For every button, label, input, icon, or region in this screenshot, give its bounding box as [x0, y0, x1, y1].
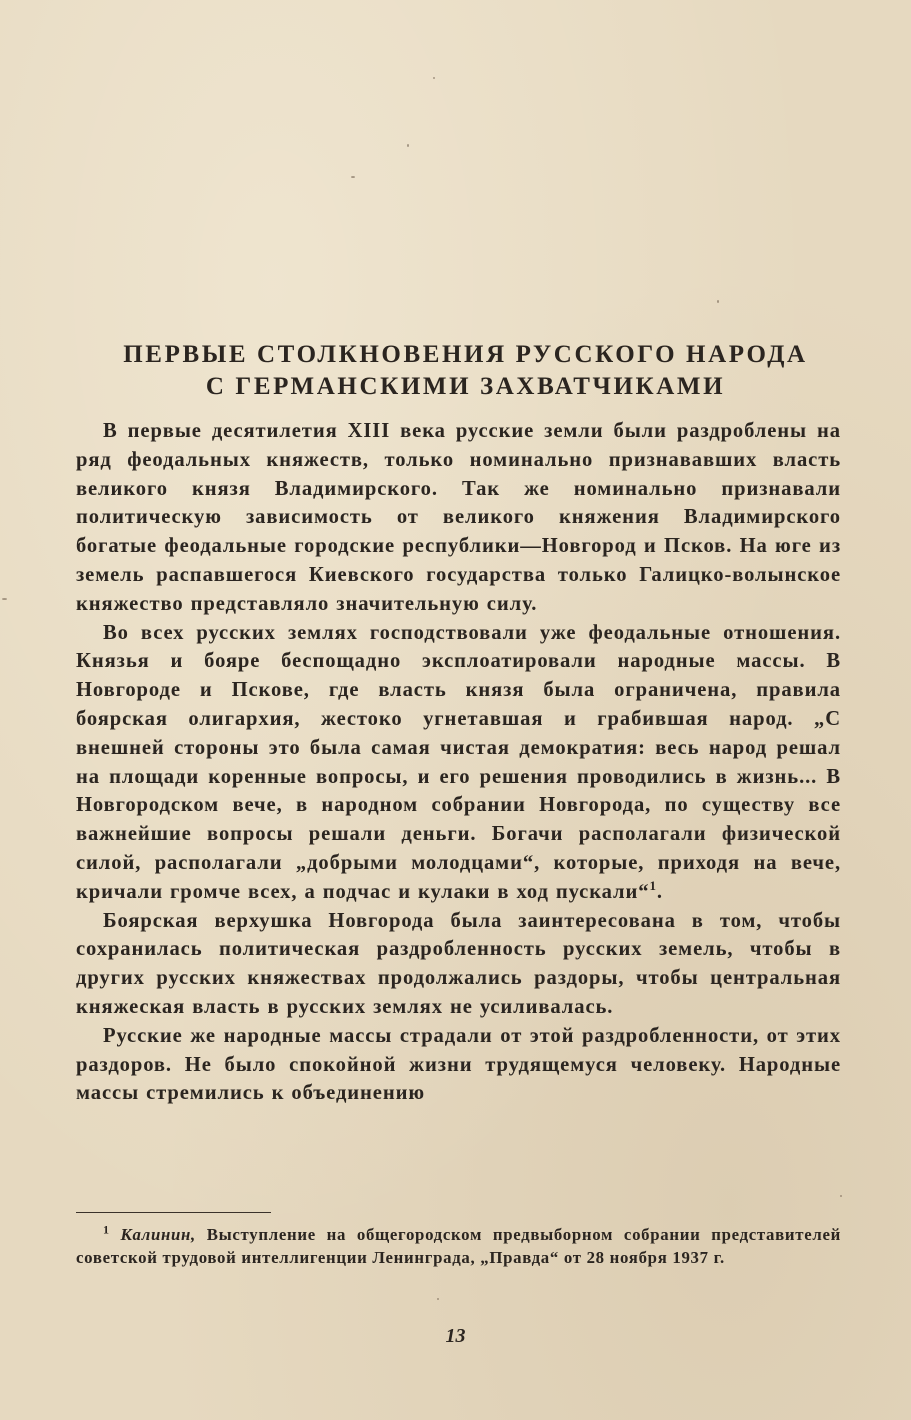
page-number: 13 — [445, 1325, 466, 1347]
footnote-divider — [76, 1212, 271, 1213]
body-text — [76, 417, 841, 1108]
paragraph-2-text: Во всех русских землях господствовали уже феодальные отношения. Князья и бояре беспощадно эксплоатировали народные массы. В Новгороде и Пскове, где власть князя была ограничена, правила боярская олигархия, жестоко угнетавшая и грабившая народ. „С внешней стороны это была самая чистая демократия: весь народ решал на площади коренные вопросы, и его решения проводились в жизнь... В Новгородском вече, в народном собрании Новгорода, по существу все важнейшие вопросы решали деньги. Богачи располагали физической силой, располагали „добрыми молодцами“, которые, приходя на вече, кричали громче всех, а подчас и кулаки в ход пускали“ — [76, 621, 841, 903]
chapter-title-line-2: С ГЕРМАНСКИМИ ЗАХВАТЧИКАМИ — [205, 373, 726, 400]
paragraph-1: В первые десятилетия XIII века русские земли были раздроблены на ряд феодальных княжеств, только номинально признававших власть великого князя Владимирского. Так же номинально признавали политическую зависимость от великого княжения Владимирского богатые феодальные городские республики—Новгород и Псков. На юге из земель распавшегося Киевского государства только Галицко-волынское княжество представляло значительную силу. — [76, 420, 841, 615]
footnote-text: Выступление на общегородском предвыборном собрании представителей советской трудовой интеллигенции Ленинграда, „Правда“ от 28 ноября 1937 г. — [76, 1225, 841, 1267]
paragraph-3: Боярская верхушка Новгорода была заинтересована в том, чтобы сохранилась политическая раздробленность русских земель, чтобы в других русских княжествах продолжались раздоры, чтобы центральная княжеская власть в русских землях не усиливалась. — [76, 909, 841, 1018]
footnote — [76, 1223, 841, 1269]
footnote-reference: 1 — [649, 877, 657, 893]
footnote-mark: 1 — [103, 1222, 110, 1237]
chapter-title-line-1: ПЕРВЫЕ СТОЛКНОВЕНИЯ РУССКОГО НАРОДА — [123, 341, 808, 368]
footnote-author: Калинин, — [120, 1225, 196, 1244]
paragraph-2: Во всех русских землях господствовали уже феодальные отношения. Князья и бояре беспощадно эксплоатировали народные массы. В Новгороде и Пскове, где власть князя была ограничена, правила боярская олигархия, жестоко угнетавшая и грабившая народ. „С внешней стороны это была самая чистая демократия: весь народ решал на площади коренные вопросы, и его решения проводились в жизнь... В Новгородском вече, в народном собрании Новгорода, по существу все важнейшие вопросы решали деньги. Богачи располагали физической силой, располагали „добрыми молодцами“, которые, приходя на вече, кричали громче всех, а подчас и кулаки в ход пускали“$^1$. — [76, 621, 841, 903]
paragraph-4: Русские же народные массы страдали от этой раздробленности, от этих раздоров. Не было спокойной жизни трудящемуся человеку. Народные массы стремились к объединению — [76, 1024, 841, 1105]
